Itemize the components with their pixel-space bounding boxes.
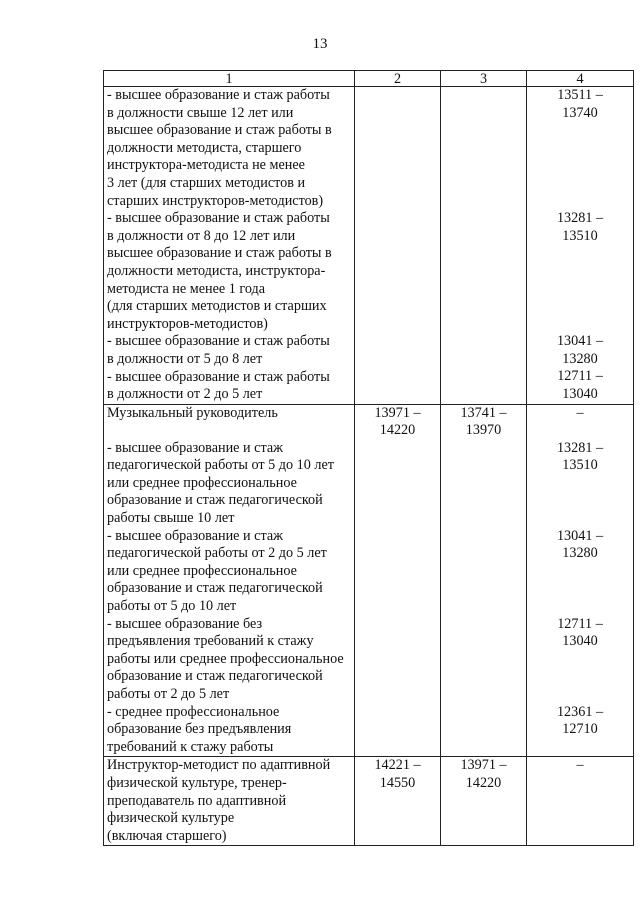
page-number: 13: [312, 36, 328, 52]
salary-range: 13511 – 13740: [557, 87, 603, 121]
criteria-text: - высшее образование и стаж работы в должности от 2 до 5 лет: [107, 368, 330, 403]
salary-range-cell: [527, 87, 634, 405]
salary-range-cell: 13741 – 13970: [441, 404, 527, 757]
salary-range-cell: [355, 87, 441, 405]
salary-range: –: [576, 404, 584, 421]
table-row: [104, 757, 634, 846]
criteria-text: - высшее образование и стаж педагогической работы от 5 до 10 лет или среднее профессиональное образование и стаж педагогической работы свыше 10 лет: [107, 439, 334, 527]
criteria-text: - высшее образование без предъявления требований к стажу работы или среднее профессиональное образование и стаж педагогической работы от 2 до 5 лет: [107, 615, 344, 702]
salary-range-cell: 13971 – 14220: [355, 404, 441, 757]
table-row: [104, 87, 634, 405]
salary-range-cell: –: [527, 757, 634, 846]
criteria-text: - высшее образование и стаж работы в должности от 5 до 8 лет: [107, 333, 330, 367]
header-col-2: 2: [355, 71, 441, 87]
salary-range: 13041 – 13280: [556, 527, 604, 562]
salary-range: 12711 – 13040: [557, 615, 603, 650]
criteria-text: - среднее профессиональное образование без предъявления требований к стажу работы: [107, 703, 292, 755]
position-title: Инструктор-методист по адаптивной физической культуре, тренер- преподаватель по адаптивной физической культуре (включая старшего): [104, 757, 355, 846]
salary-range-cell: 13971 – 14220: [441, 757, 527, 846]
criteria-text: - высшее образование и стаж работы в должности свыше 12 лет или высшее образование и стаж работы в должности методиста, старшего инструктора-методиста не менее 3 лет (для старших методистов и старших инструкторов-методистов): [107, 87, 332, 209]
position-title: Музыкальный руководитель: [107, 404, 278, 421]
salary-range: 13281 – 13510: [556, 210, 604, 244]
salary-range: 13281 – 13510: [556, 439, 604, 474]
header-col-1: 1: [104, 71, 355, 87]
salary-range-cell: [527, 404, 634, 757]
criteria-text: - высшее образование и стаж педагогической работы от 2 до 5 лет или среднее профессиональное образование и стаж педагогической работы от 5 до 10 лет: [107, 527, 327, 615]
criteria-text: - высшее образование и стаж работы в должности от 8 до 12 лет или высшее образование и стаж работы в должности методиста, инструктора- методиста не менее 1 года (для старших методистов и старших инструкторов-методистов): [107, 210, 332, 332]
table-row: [104, 404, 634, 757]
salary-range: 12711 – 13040: [557, 368, 603, 402]
salary-range: 13041 – 13280: [556, 333, 604, 367]
salary-range-cell: [441, 87, 527, 405]
header-col-3: 3: [441, 71, 527, 87]
position-cell: [104, 404, 355, 757]
salary-table: [103, 70, 634, 846]
salary-range: 12361 – 12710: [556, 703, 604, 738]
position-cell: [104, 87, 355, 405]
header-col-4: 4: [527, 71, 634, 87]
salary-range-cell: 14221 – 14550: [355, 757, 441, 846]
header-row: [104, 71, 634, 87]
